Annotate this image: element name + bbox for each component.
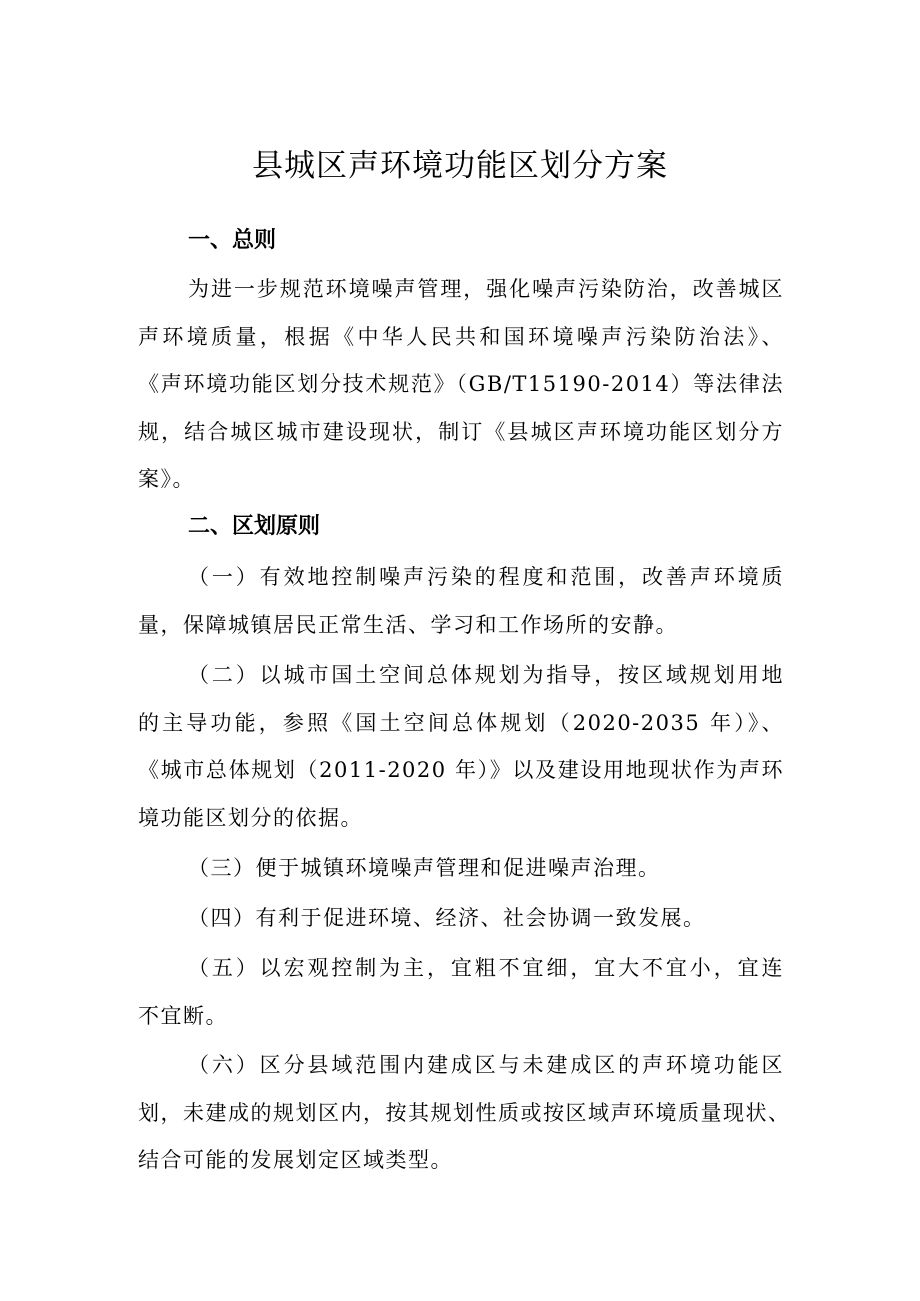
principle-item-3: [138, 845, 784, 893]
paragraph-line: （二）以城市国土空间总体规划为指导，按区域规划用地: [188, 663, 784, 687]
paragraph-line: （六）区分县域范围内建成区与未建成区的声环境功能区: [188, 1053, 784, 1077]
paragraph-general: [138, 266, 784, 504]
principle-item-5: [138, 945, 784, 1040]
principle-item-2: [138, 652, 784, 842]
principle-item-4: [138, 895, 784, 943]
document-title: 县城区声环境功能区划分方案: [252, 148, 668, 184]
paragraph-line: 划，未建成的规划区内，按其规划性质或按区域声环境质量现状、: [138, 1100, 791, 1125]
paragraph-line: 量，保障城镇居民正常生活、学习和工作场所的安静。: [138, 612, 678, 637]
paragraph-line: 结合可能的发展划定区域类型。: [138, 1148, 453, 1172]
principle-item-6: [138, 1042, 791, 1185]
section-heading-general: 一、总则: [188, 228, 277, 253]
paragraph-line: 规，结合城区城市建设现状，制订《县城区声环境功能区划分方: [138, 419, 784, 444]
paragraph-line: （五）以宏观控制为主，宜粗不宜细，宜大不宜小，宜连: [188, 956, 784, 980]
paragraph-line: 不宜断。: [138, 1003, 228, 1028]
section-heading-principles: 二、区划原则: [188, 514, 321, 539]
paragraph-line: 的主导功能，参照《国土空间总体规划（2020-2035 年）》、: [138, 710, 784, 735]
paragraph-line: 为进一步规范环境噪声管理，强化噪声污染防治，改善城区: [188, 277, 784, 301]
paragraph-line: （三）便于城镇环境噪声管理和促进噪声治理。: [188, 856, 661, 880]
paragraph-line: 声环境质量，根据《中华人民共和国环境噪声污染防治法》、: [138, 324, 784, 349]
paragraph-line: 境功能区划分的依据。: [138, 805, 363, 830]
paragraph-line: 《声环境功能区划分技术规范》（GB/T15190-2014）等法律法: [138, 372, 784, 396]
paragraph-line: 《城市总体规划（2011-2020 年）》以及建设用地现状作为声环: [138, 758, 784, 782]
paragraph-line: （四）有利于促进环境、经济、社会协调一致发展。: [188, 906, 706, 930]
principle-item-1: [138, 554, 784, 649]
paragraph-line: 案》。: [138, 467, 195, 491]
paragraph-line: （一）有效地控制噪声污染的程度和范围，改善声环境质: [188, 565, 784, 589]
